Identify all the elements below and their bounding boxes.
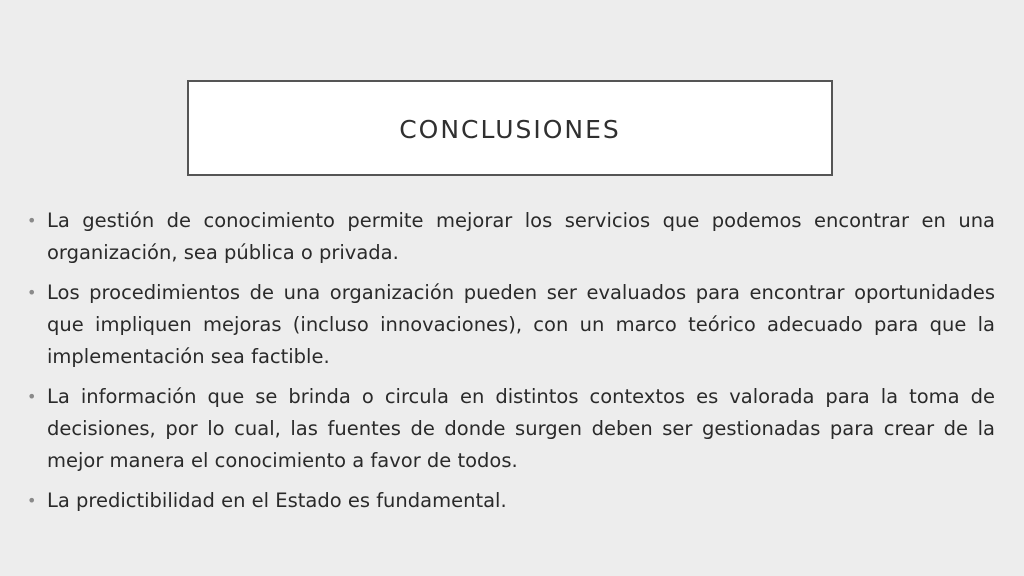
bullet-icon: • [27, 283, 37, 302]
bullet-icon: • [27, 211, 37, 230]
bullet-text: La información que se brinda o circula en distintos contextos es valorada para la toma de decisiones, por lo cual, las fuentes de donde surgen deben ser gestionadas para crear de la mejor manera el conocimiento a favor de todos. [47, 385, 995, 472]
bullet-text: Los procedimientos de una organización pueden ser evaluados para encontrar oportunidades que impliquen mejoras (incluso innovaciones), con un marco teórico adecuado para que la implementación sea factible. [47, 281, 995, 368]
bullet-item [27, 205, 995, 269]
bullet-item [27, 485, 995, 517]
bullet-icon: • [27, 387, 37, 406]
bullet-item [27, 277, 995, 373]
bullet-text: La gestión de conocimiento permite mejorar los servicios que podemos encontrar en una organización, sea pública o privada. [47, 209, 995, 264]
bullet-list [27, 205, 995, 525]
title-box [187, 80, 833, 176]
bullet-item [27, 381, 995, 477]
bullet-text: La predictibilidad en el Estado es fundamental. [47, 489, 507, 512]
slide-title: CONCLUSIONES [399, 114, 621, 144]
bullet-icon: • [27, 491, 37, 510]
